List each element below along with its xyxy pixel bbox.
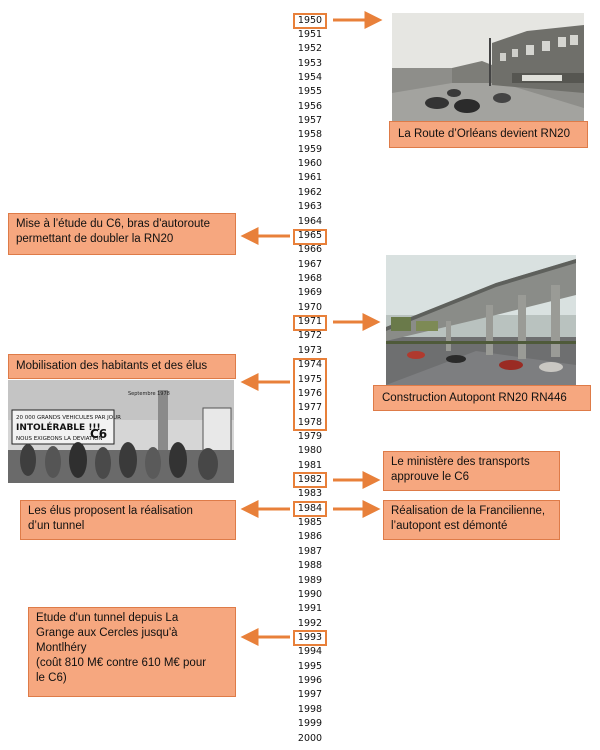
event-1982 bbox=[383, 451, 560, 491]
banner-line3: NOUS EXIGEONS LA DEVIATION bbox=[16, 436, 103, 442]
year-label: 1955 bbox=[297, 86, 323, 98]
event-1993-line3: Montlhéry bbox=[36, 642, 87, 654]
year-label: 1951 bbox=[297, 28, 323, 40]
year-label: 1953 bbox=[297, 57, 323, 69]
year-label: 1956 bbox=[297, 100, 323, 112]
year-label: 1966 bbox=[297, 244, 323, 256]
event-1993-line2: Grange aux Cercles jusqu'à bbox=[36, 627, 178, 639]
year-label: 1993 bbox=[297, 631, 323, 643]
event-1984-left bbox=[20, 500, 236, 540]
year-label: 1971 bbox=[297, 316, 323, 328]
year-label: 1967 bbox=[297, 258, 323, 270]
year-label: 1972 bbox=[297, 330, 323, 342]
year-label: 1959 bbox=[297, 143, 323, 155]
event-1974-text: Mobilisation des habitants et des élus bbox=[16, 360, 208, 372]
photo-route-orleans bbox=[392, 13, 584, 121]
year-label: 1998 bbox=[297, 703, 323, 715]
event-1965 bbox=[8, 213, 236, 255]
event-1965-line2: permettant de doubler la RN20 bbox=[16, 233, 174, 245]
year-label: 1960 bbox=[297, 158, 323, 170]
year-label: 1981 bbox=[297, 459, 323, 471]
photo-autopont bbox=[386, 255, 576, 385]
event-1950-text: La Route d’Orléans devient RN20 bbox=[398, 128, 570, 140]
year-label: 1996 bbox=[297, 675, 323, 687]
year-label: 1991 bbox=[297, 603, 323, 615]
year-label: 1986 bbox=[297, 531, 323, 543]
year-label: 1954 bbox=[297, 71, 323, 83]
year-label: 1976 bbox=[297, 387, 323, 399]
year-label: 1990 bbox=[297, 588, 323, 600]
year-label: 1992 bbox=[297, 617, 323, 629]
banner-line2: INTOLÉRABLE !!! bbox=[16, 423, 101, 433]
year-label: 1974 bbox=[297, 359, 323, 371]
event-1984-right-line2: l’autopont est démonté bbox=[391, 520, 508, 532]
year-label: 1957 bbox=[297, 115, 323, 127]
event-1993-line1: Etude d'un tunnel depuis La bbox=[36, 612, 179, 624]
event-1984-right bbox=[383, 500, 560, 540]
event-1982-line2: approuve le C6 bbox=[391, 471, 469, 483]
year-label: 1950 bbox=[297, 14, 323, 26]
event-1982-line1: Le ministère des transports bbox=[391, 456, 530, 468]
year-label: 1989 bbox=[297, 574, 323, 586]
year-label: 1958 bbox=[297, 129, 323, 141]
year-label: 1962 bbox=[297, 186, 323, 198]
year-label: 1997 bbox=[297, 689, 323, 701]
year-label: 1988 bbox=[297, 560, 323, 572]
year-label: 1965 bbox=[297, 229, 323, 241]
photo-mobilisation bbox=[8, 380, 234, 483]
year-label: 1978 bbox=[297, 416, 323, 428]
year-label: 1984 bbox=[297, 502, 323, 514]
year-label: 1982 bbox=[297, 474, 323, 486]
year-label: 1970 bbox=[297, 301, 323, 313]
year-label: 1969 bbox=[297, 287, 323, 299]
banner-line1: 20 000 GRANDS VEHICULES PAR JOUR bbox=[16, 415, 121, 421]
event-1950 bbox=[389, 121, 588, 148]
banner-c6: C6 bbox=[90, 427, 108, 441]
year-label: 1987 bbox=[297, 545, 323, 557]
year-label: 1994 bbox=[297, 646, 323, 658]
event-1993-line5: le C6) bbox=[36, 672, 67, 684]
year-label: 1983 bbox=[297, 488, 323, 500]
event-1965-line1: Mise à l’étude du C6, bras d'autoroute bbox=[16, 218, 210, 230]
year-label: 1995 bbox=[297, 660, 323, 672]
year-label: 2000 bbox=[297, 732, 323, 744]
year-label: 1973 bbox=[297, 344, 323, 356]
year-label: 1980 bbox=[297, 445, 323, 457]
year-label: 1952 bbox=[297, 43, 323, 55]
event-1993-line4: (coût 810 M€ contre 610 M€ pour bbox=[36, 657, 207, 669]
photo-caption: Septembre 1978 bbox=[128, 391, 170, 397]
year-label: 1963 bbox=[297, 201, 323, 213]
event-1984-left-line2: d’un tunnel bbox=[28, 520, 85, 532]
year-label: 1968 bbox=[297, 272, 323, 284]
event-1993 bbox=[28, 607, 236, 697]
year-label: 1979 bbox=[297, 430, 323, 442]
year-label: 1964 bbox=[297, 215, 323, 227]
event-1984-right-line1: Réalisation de la Francilienne, bbox=[391, 505, 546, 517]
year-label: 1985 bbox=[297, 517, 323, 529]
event-1984-left-line1: Les élus proposent la réalisation bbox=[28, 505, 193, 517]
year-label: 1977 bbox=[297, 402, 323, 414]
year-label: 1999 bbox=[297, 718, 323, 730]
event-1974 bbox=[8, 354, 236, 379]
year-label: 1975 bbox=[297, 373, 323, 385]
event-1971-text: Construction Autopont RN20 RN446 bbox=[382, 392, 567, 404]
year-label: 1961 bbox=[297, 172, 323, 184]
event-1971 bbox=[373, 385, 591, 411]
